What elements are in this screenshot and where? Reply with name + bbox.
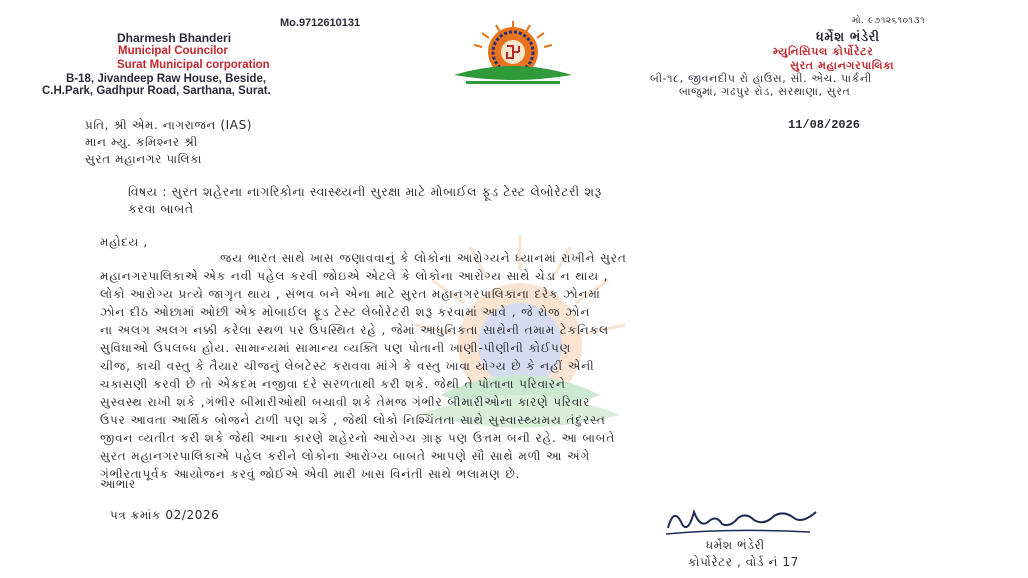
subject-line-2: કરવા બાબતે bbox=[128, 201, 194, 216]
body-line: ના અલગ અલગ નક્કી કરેલા સ્થળ પર ઉપસ્થિત રહે , જેમાં આધુનિકતા સાથેની તમામ ટેકનિકલ bbox=[100, 323, 609, 337]
body-line: સુરત મહાનગરપાલિકાએ પહેલ કરીને લોકોના આરોગ્ય બાબતે આપણે સૌ સાથે મળી આ અંગે bbox=[100, 449, 591, 463]
municipal-emblem-icon bbox=[436, 19, 590, 91]
header-mobile-en: Mo.9712610131 bbox=[280, 17, 361, 29]
salutation: મહોદય , bbox=[100, 235, 148, 249]
header-address-line2-gu: બાજુમાં, ગઢપુર રોડ, સરથાણા, સુરત bbox=[679, 85, 851, 98]
header-designation-en: Municipal Councilor bbox=[118, 45, 228, 57]
body-line: જીવન વ્યતીત કરી શકે જેથી આના કારણે શહેરનો આરોગ્ય ગ્રાફ પણ ઉત્તમ બની રહે. આ બાબતે bbox=[100, 431, 616, 445]
handwritten-signature-icon bbox=[660, 498, 825, 538]
signatory-title: કોર્પોરેટર , વોર્ડ નં 17 bbox=[688, 555, 799, 569]
header-organization-en: Surat Municipal corporation bbox=[117, 59, 270, 71]
body-line: મહાનગરપાલિકાએ એક નવી પહેલ કરવી જોઇએ એટલે કે લોકોના આરોગ્ય સાથે ચેડા ન થાય , bbox=[100, 269, 609, 283]
body-line: સુસ્વસ્થ રાખી શકે ,ગંભીર બીમારીઓથી બચાવી શકે તેમજ ગંભીર બીમારીઓના કારણે પરિવાર bbox=[100, 395, 591, 409]
header-organization-gu: સુરત મહાનગરપાલિકા bbox=[790, 59, 895, 72]
header-address-line2-en: C.H.Park, Gadhpur Road, Sarthana, Surat. bbox=[42, 85, 271, 97]
body-line: ઉપર આવતા આર્થિક બોજને ટાળી પણ શકે , જેથી લોકો નિશ્ચિંતતા સાથે સુસ્વાસ્થ્યમય તંદુરસ્ત bbox=[100, 413, 606, 427]
signatory-name: ધર્મેશ ભંડેરી bbox=[706, 538, 765, 552]
reference-number: પત્ર ક્રમાંક 02/2026 bbox=[110, 508, 220, 522]
body-line: ચીજ, કાચી વસ્તુ કે તૈયાર ચીજનું લેબટેસ્ટ કરાવવા માંગે કે વસ્તુ ખાવા યોગ્ય છે કે નહીં એની bbox=[100, 359, 595, 373]
recipient-line-1: પ્રતિ, શ્રી એમ. નાગરાજન (IAS) bbox=[85, 118, 253, 132]
header-address-line1-en: B-18, Jivandeep Raw House, Beside, bbox=[66, 73, 267, 85]
header-name-gu: ધર્મેશ ભંડેરી bbox=[816, 30, 880, 45]
header-mobile-gu: મો. ૯૭૧૨૬૧૦૧૩૧ bbox=[852, 16, 926, 26]
header-address-line1-gu: બી-૧૮, જીવનદીપ રો હાઉસ, સી. એચ. પાર્કની bbox=[650, 72, 872, 85]
subject-line-1: વિષય : સુરત શહેરના નાગરિકોના સ્વાસ્થ્યની સુરક્ષા માટે મોબાઈલ ફૂડ ટેસ્ટ લેબોરેટરી શરૂ bbox=[128, 184, 602, 199]
body-line: ગંભીરતાપૂર્વક આયોજન કરવું જોઈએ એવી મારી ખાસ વિનંતી સાથે ભલામણ છે. bbox=[100, 467, 521, 481]
recipient-line-2: માન મ્યુ. કમિશ્નર શ્રી bbox=[85, 135, 198, 149]
body-line: લોકો આરોગ્ય પ્રત્યે જાગૃત થાય , સંભવ બને એના માટે સુરત મહાનગરપાલિકાના દરેક ઝોનમાં bbox=[100, 287, 601, 301]
body-line: ચકાસણી કરવી છે તો એકદમ નજીવા દરે સરળતાથી કરી શકે. જેથી તે પોતાના પરિવારને bbox=[100, 377, 566, 391]
body-line: સુવિધાઓ ઉપલબ્ધ હોય. સામાન્યમાં સામાન્ય વ્યક્તિ પણ પોતાની ખાણી-પીણીની કોઈપણ bbox=[100, 341, 572, 355]
header-designation-gu: મ્યુનિસિપલ કોર્પોરેટર bbox=[773, 45, 874, 58]
body-line: જય ભારત સાથે ખાસ જણાવવાનું કે લોકોના આરોગ્યને ધ્યાનમાં રાખીને સુરત bbox=[220, 251, 627, 265]
body-line: ઝોન દીઠ ઓછામાં ઓછી એક મોબાઈલ ફૂડ ટેસ્ટ લેબોરેટરી શરૂ કરવામાં આવે , જે રોજ ઝોન bbox=[100, 305, 591, 319]
recipient-line-3: સુરત મહાનગર પાલિકા bbox=[85, 152, 203, 166]
closing: આભાર bbox=[100, 477, 136, 491]
letter-date: 11/08/2026 bbox=[788, 118, 861, 132]
header-name-en: Dharmesh Bhanderi bbox=[117, 31, 232, 45]
